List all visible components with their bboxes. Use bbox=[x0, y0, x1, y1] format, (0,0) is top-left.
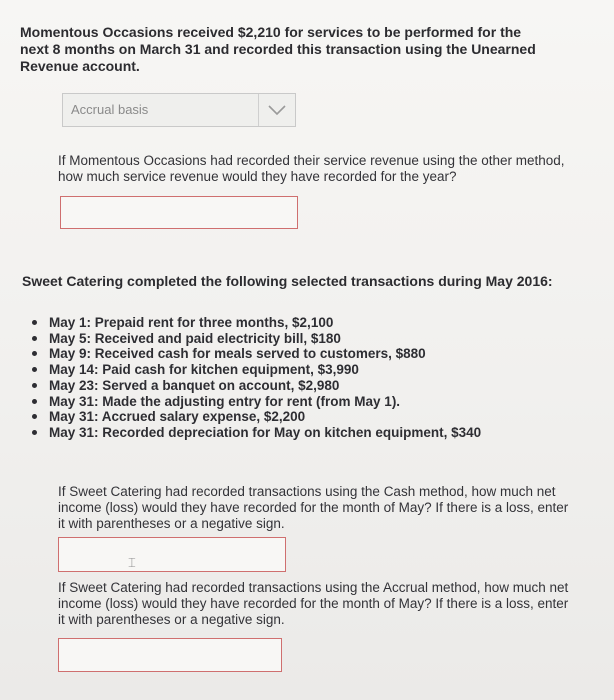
bullet-icon bbox=[32, 383, 37, 388]
text-cursor-icon: ⌶ bbox=[128, 556, 136, 571]
sweet-catering-heading: Sweet Catering completed the following selected transactions during May 2016: bbox=[22, 273, 553, 289]
method-select-dropdown[interactable] bbox=[62, 93, 296, 127]
method-select-value: Accrual basis bbox=[71, 102, 149, 117]
transaction-item: May 23: Served a banquet on account, $2,980 bbox=[30, 378, 481, 394]
answer-1-input[interactable] bbox=[60, 196, 298, 229]
question-2-text: If Sweet Catering had recorded transactions using the Cash method, how much net income (loss) would they have recorded for the month of May? If there is a loss, enter it with parentheses or a negative sign. bbox=[58, 484, 569, 531]
transaction-item: May 31: Accrued salary expense, $2,200 bbox=[30, 409, 481, 425]
bullet-icon bbox=[32, 399, 37, 404]
bullet-icon bbox=[32, 414, 37, 419]
transaction-item: May 5: Received and paid electricity bill, $180 bbox=[30, 331, 481, 347]
transaction-list bbox=[30, 315, 481, 441]
problem-intro-text: Momentous Occasions received $2,210 for services to be performed for the next 8 months on March 31 and recorded this transaction using the Unearned Revenue account. bbox=[20, 24, 536, 74]
transaction-item: May 1: Prepaid rent for three months, $2,100 bbox=[30, 315, 481, 331]
bullet-icon bbox=[32, 367, 37, 372]
answer-2-input[interactable] bbox=[58, 537, 286, 572]
bullet-icon bbox=[32, 320, 37, 325]
transaction-item: May 14: Paid cash for kitchen equipment, $3,990 bbox=[30, 362, 481, 378]
transaction-item: May 31: Recorded depreciation for May on kitchen equipment, $340 bbox=[30, 425, 481, 441]
transaction-item: May 31: Made the adjusting entry for rent (from May 1). bbox=[30, 394, 481, 410]
answer-3-input[interactable] bbox=[58, 638, 282, 672]
bullet-icon bbox=[32, 430, 37, 435]
question-3-text: If Sweet Catering had recorded transactions using the Accrual method, how much net income (loss) would they have recorded for the month of May? If there is a loss, enter it with parentheses or a negative sign. bbox=[58, 580, 569, 627]
bullet-icon bbox=[32, 351, 37, 356]
chevron-down-icon[interactable] bbox=[258, 94, 295, 126]
question-1-text: If Momentous Occasions had recorded their service revenue using the other method, how much service revenue would they have recorded for the year? bbox=[58, 153, 565, 184]
transaction-item: May 9: Received cash for meals served to customers, $880 bbox=[30, 346, 481, 362]
bullet-icon bbox=[32, 336, 37, 341]
